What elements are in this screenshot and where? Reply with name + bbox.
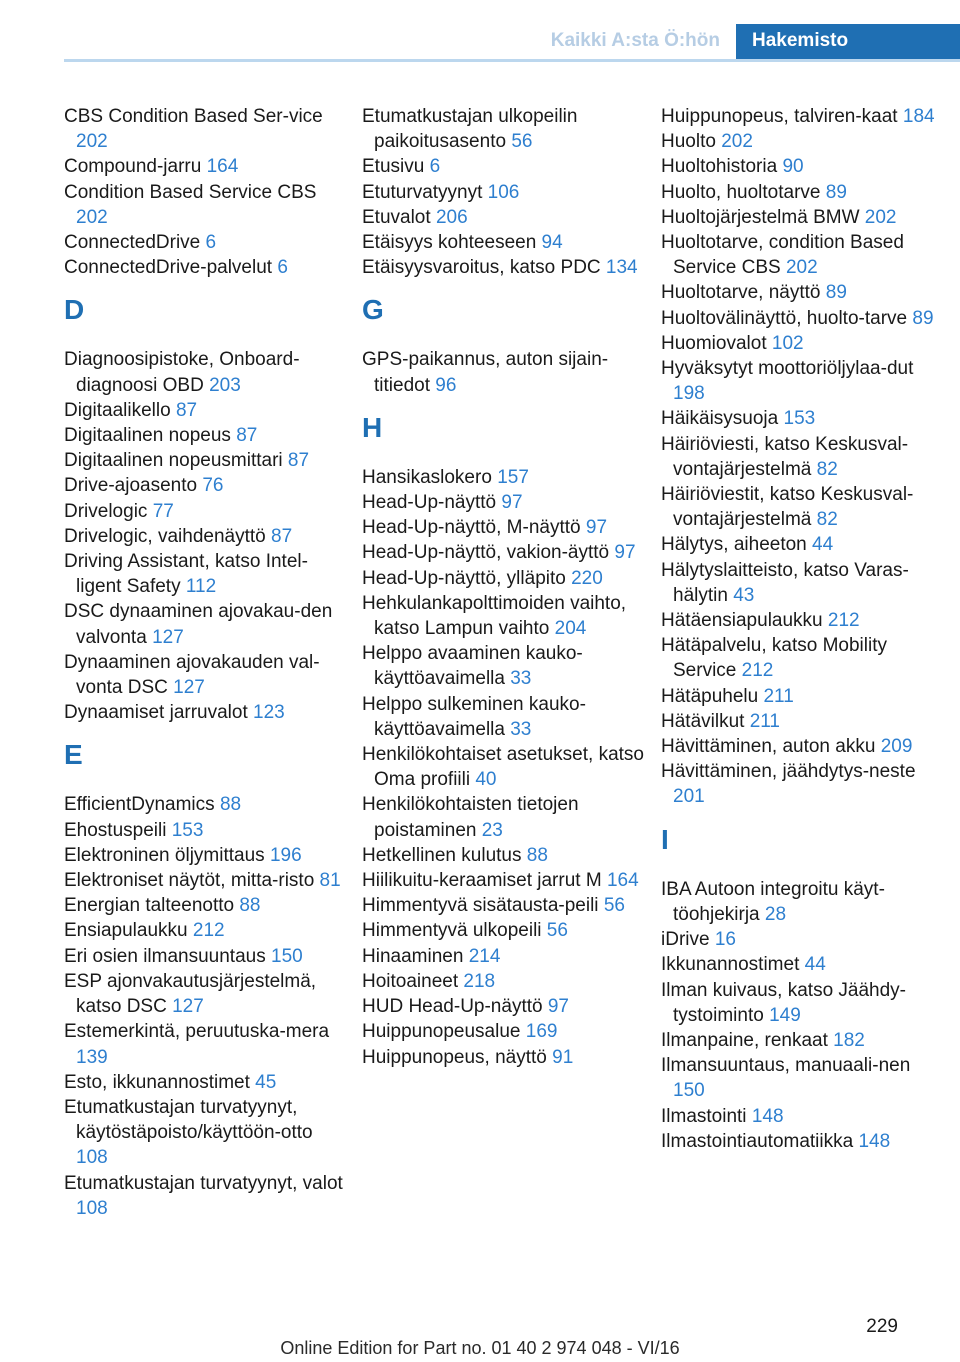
index-page-link[interactable]: 87 (175, 399, 198, 421)
index-page-link[interactable]: 153 (783, 408, 816, 430)
index-page-link[interactable]: 82 (816, 458, 838, 480)
index-entry (362, 154, 647, 179)
index-page-link[interactable]: 212 (192, 920, 225, 942)
index-page-link[interactable]: 108 (76, 1147, 108, 1169)
index-page-link[interactable]: 202 (721, 131, 753, 153)
header-section-title: Kaikki A:sta Ö:hön (550, 30, 720, 51)
index-page-link[interactable]: 134 (605, 257, 638, 279)
index-entry-term: Hälytys, aiheeton (661, 534, 807, 556)
index-entry (64, 1070, 349, 1095)
index-page-link[interactable]: 33 (510, 668, 532, 690)
index-entry-term: Himmentyvä sisätausta‐peili (362, 895, 599, 917)
index-entry (661, 684, 946, 709)
index-entry (64, 918, 349, 943)
index-entry-term: Helppo avaaminen kauko‐käyttöavaimella (362, 643, 583, 690)
index-entry-term: Esto, ikkunannostimet (64, 1071, 250, 1093)
index-page-link[interactable]: 164 (206, 156, 239, 178)
index-entry (661, 406, 946, 431)
index-entry-term: Ilmanpaine, renkaat (661, 1029, 828, 1051)
index-page-link[interactable]: 88 (219, 794, 242, 816)
index-entry-term: iDrive (661, 929, 710, 951)
index-entry-term: Etumatkustajan turvatyynyt, käytöstäpoisto/käyttöön‐otto (64, 1096, 313, 1144)
index-page-link[interactable]: 148 (751, 1105, 784, 1127)
index-entry-term: Condition Based Service CBS (64, 181, 317, 203)
index-entry (362, 944, 647, 969)
index-page-link[interactable]: 97 (547, 996, 569, 1018)
index-entry (362, 893, 647, 918)
index-entry (64, 1171, 349, 1221)
index-page-link[interactable]: 150 (271, 945, 303, 967)
index-entry-term: CBS Condition Based Ser‐vice (64, 106, 323, 127)
index-entry-term: Drive-ajoasento (64, 475, 198, 497)
index-entry-term: Diagnoosipistoke, Onboard-diagnoosi OBD (64, 349, 300, 396)
index-page-link[interactable]: 40 (475, 769, 497, 791)
index-entry (64, 944, 349, 969)
index-entry-term: Head-Up-näyttö (362, 492, 497, 514)
index-entry-term: Estemerkintä, peruutuska‐mera (64, 1021, 330, 1043)
index-entry (64, 230, 349, 255)
index-entry (661, 608, 946, 633)
index-column-2 (362, 104, 647, 1070)
index-page-link[interactable]: 76 (202, 475, 224, 497)
index-page-link[interactable]: 201 (673, 786, 705, 808)
index-entry (64, 448, 349, 473)
header-rule (64, 59, 960, 62)
index-page-link[interactable]: 16 (714, 929, 736, 951)
index-entry-term: Huoltotarve, condition Based Service CBS (661, 232, 904, 279)
index-entry-term: GPS-paikannus, auton sijain‐titiedot (362, 349, 609, 396)
index-page-link[interactable]: 127 (172, 996, 204, 1018)
index-page-link[interactable]: 127 (173, 677, 205, 699)
index-entry-term: Hetkellinen kulutus (362, 844, 522, 866)
index-entry (362, 742, 647, 792)
index-entry-term: Etäisyys kohteeseen (362, 232, 537, 254)
index-entry-term: ESP ajonvakautusjärjestelmä, katso DSC (64, 970, 317, 1018)
index-entry-term: Digitaalinen nopeus (64, 425, 231, 447)
index-entry-term: Hätäpuhelu (661, 685, 759, 707)
index-entry (362, 465, 647, 490)
index-entry-term: ConnectedDrive (64, 232, 201, 254)
index-entry (362, 692, 647, 742)
index-entry-term: ConnectedDrive-palvelut (64, 257, 273, 279)
index-page-link[interactable]: 108 (76, 1197, 108, 1219)
index-entry (362, 566, 647, 591)
index-entry (64, 347, 349, 397)
index-page-link[interactable]: 157 (497, 466, 529, 488)
index-entry-term: Häiriöviestit, katso Keskusval‐vontajärjestelmä (661, 484, 914, 531)
index-page-link[interactable]: 196 (269, 844, 302, 866)
index-page-link[interactable]: 87 (236, 425, 258, 447)
index-page-link[interactable]: 56 (603, 895, 625, 917)
footer-edition: Online Edition for Part no. 01 40 2 974 048 - VI/16 (280, 1338, 680, 1358)
index-entry-term: Hoitoaineet (362, 970, 459, 992)
index-entry-term: Hinaaminen (362, 945, 464, 967)
index-entry-term: Huolto, huoltotarve (661, 181, 821, 203)
index-entry (362, 180, 647, 205)
index-entry (64, 104, 349, 154)
index-entry (362, 1019, 647, 1044)
index-page-link[interactable]: 82 (816, 509, 838, 531)
index-entry-term: Henkilökohtaisten tietojen poistaminen (362, 794, 579, 841)
index-column-3 (661, 104, 946, 1154)
index-entry-term: Häikäisysuoja (661, 408, 779, 430)
index-page-link[interactable]: 139 (76, 1046, 108, 1068)
index-entry (661, 1028, 946, 1053)
index-letter-heading: I (661, 823, 669, 855)
index-entry (661, 356, 946, 406)
index-entry (661, 1053, 946, 1103)
index-entry (362, 868, 647, 893)
index-entry-term: Hiilikuitu-keraamiset jarrut M (362, 870, 602, 892)
index-entry (362, 792, 647, 842)
index-entry (362, 515, 647, 540)
index-page-link[interactable]: 102 (771, 332, 804, 354)
index-entry (661, 230, 946, 280)
index-entry (362, 994, 647, 1019)
index-entry-term: Hätäensiapulaukku (661, 610, 823, 632)
index-page-link[interactable]: 153 (171, 819, 204, 841)
index-entry (661, 104, 946, 129)
index-page-link[interactable]: 211 (749, 710, 780, 732)
index-page-link[interactable]: 127 (152, 626, 184, 648)
index-entry-term: Hansikaslokero (362, 466, 492, 488)
index-page-link[interactable]: 89 (912, 307, 934, 329)
index-entry-term: Etumatkustajan ulkopeilin paikoitusasento (362, 106, 578, 153)
index-entry-term: Hävittäminen, jäähdytys‐neste (661, 761, 916, 783)
index-entry-term: IBA Autoon integroitu käyt‐töohjekirja (661, 878, 885, 925)
index-entry (661, 952, 946, 977)
index-page-link[interactable]: 106 (487, 181, 520, 203)
index-page-link[interactable]: 89 (825, 181, 847, 203)
index-entry-term: Compound-jarru (64, 156, 202, 178)
index-page-link[interactable]: 218 (463, 970, 496, 992)
index-page-link[interactable]: 56 (546, 920, 568, 942)
index-entry-term: Drivelogic, vaihdenäyttö (64, 525, 266, 547)
index-entry-term: Energian talteenotto (64, 895, 235, 917)
index-entry (661, 558, 946, 608)
index-page-link[interactable]: 202 (76, 206, 108, 228)
index-entry (64, 524, 349, 549)
index-entry (661, 532, 946, 557)
index-entry-term: Etuturvatyynyt (362, 181, 483, 203)
index-page-link[interactable]: 202 (76, 131, 108, 153)
index-entry-term: Hälytyslaitteisto, katso Varas‐hälytin (661, 559, 909, 606)
index-page-link[interactable]: 220 (571, 567, 603, 589)
index-entry-term: Drivelogic (64, 500, 148, 522)
index-page-link[interactable]: 112 (185, 576, 217, 598)
index-page-link[interactable]: 6 (429, 156, 441, 178)
index-entry-term: Digitaalikello (64, 399, 171, 421)
index-page-link[interactable]: 212 (827, 610, 860, 632)
index-entry (661, 482, 946, 532)
index-page-link[interactable]: 96 (435, 374, 457, 396)
index-entry (64, 549, 349, 599)
index-page-link[interactable]: 202 (785, 257, 818, 279)
index-entry-term: Huoltohistoria (661, 156, 778, 178)
index-entry-term: Henkilökohtaiset asetukset, katso Oma profiili (362, 744, 644, 791)
index-entry (661, 280, 946, 305)
index-entry (362, 230, 647, 255)
index-page-link[interactable]: 148 (858, 1130, 891, 1152)
index-entry-term: HUD Head-Up-näyttö (362, 996, 543, 1018)
index-letter-heading: H (362, 411, 383, 443)
index-page-link[interactable]: 97 (614, 542, 636, 564)
index-page-link[interactable]: 87 (287, 450, 310, 472)
index-entry (362, 591, 647, 641)
index-entry (64, 893, 349, 918)
index-page-link[interactable]: 149 (769, 1004, 801, 1026)
index-page-link[interactable]: 6 (277, 257, 288, 279)
index-page-link[interactable]: 77 (152, 500, 174, 522)
index-page-link[interactable]: 214 (468, 945, 501, 967)
index-page-link[interactable]: 206 (435, 206, 468, 228)
index-entry-term: Ehostuspeili (64, 819, 167, 841)
index-entry (362, 347, 647, 397)
index-entry (64, 792, 349, 817)
index-entry (64, 818, 349, 843)
index-entry-term: Hävittäminen, auton akku (661, 736, 876, 758)
index-page-link[interactable]: 88 (526, 844, 548, 866)
index-page-link[interactable]: 198 (673, 383, 705, 405)
index-page-link[interactable]: 184 (902, 106, 935, 127)
index-page-link[interactable]: 169 (525, 1021, 558, 1043)
index-entry-term: Eri osien ilmansuuntaus (64, 945, 266, 967)
index-entry-term: Häiriöviesti, katso Keskusval‐vontajärjestelmä (661, 433, 909, 480)
index-page-link[interactable]: 211 (763, 685, 794, 707)
index-entry-term: Dynaaminen ajovakauden val‐vonta DSC (64, 651, 320, 699)
index-entry (661, 1104, 946, 1129)
index-entry (362, 104, 647, 154)
index-page-link[interactable]: 91 (552, 1046, 574, 1068)
index-entry (362, 1045, 647, 1070)
index-entry (661, 633, 946, 683)
index-page-link[interactable]: 33 (510, 718, 532, 740)
index-entry-term: Elektroninen öljymittaus (64, 844, 265, 866)
index-entry-term: EfficientDynamics (64, 794, 215, 816)
index-entry (362, 205, 647, 230)
page-number: 229 (866, 1316, 898, 1337)
index-entry-term: Huoltojärjestelmä BMW (661, 206, 860, 228)
index-letter-heading: G (362, 294, 384, 326)
index-entry (661, 877, 946, 927)
index-page-link[interactable]: 23 (481, 819, 503, 841)
index-page-link[interactable]: 164 (606, 870, 639, 892)
index-entry (661, 306, 946, 331)
index-page-link[interactable]: 87 (271, 525, 293, 547)
index-entry-term: DSC dynaaminen ajovakau‐den valvonta (64, 601, 333, 648)
index-entry-term: Digitaalinen nopeusmittari (64, 450, 283, 472)
index-entry (661, 331, 946, 356)
index-page-link[interactable]: 94 (541, 232, 563, 254)
index-page-link[interactable]: 45 (255, 1071, 277, 1093)
index-entry-term: Hyväksytyt moottoriöljylaa‐dut (661, 358, 914, 380)
index-entry-term: Ilman kuivaus, katso Jäähdy‐tystoiminto (661, 979, 907, 1026)
index-entry-term: Ensiapulaukku (64, 920, 188, 942)
index-entry (362, 969, 647, 994)
index-page-link[interactable]: 212 (741, 660, 774, 682)
index-entry-term: Head-Up-näyttö, ylläpito (362, 567, 566, 589)
index-entry-term: Head-Up-näyttö, vakion‐äyttö (362, 542, 610, 564)
index-entry (362, 918, 647, 943)
index-page-link[interactable]: 182 (833, 1029, 865, 1051)
index-entry (64, 650, 349, 700)
index-entry-term: Hätäpalvelu, katso Mobility Service (661, 635, 887, 682)
index-page-link[interactable]: 88 (239, 895, 261, 917)
index-entry-term: Ilmastointiautomatiikka (661, 1130, 854, 1152)
index-entry (661, 927, 946, 952)
header-tab: Hakemisto (736, 24, 960, 62)
index-entry-term: Huippunopeus, talviren‐kaat (661, 106, 898, 127)
index-entry (661, 709, 946, 734)
index-entry-term: Huippunopeusalue (362, 1021, 521, 1043)
index-entry (64, 700, 349, 725)
index-entry (64, 599, 349, 649)
index-entry-term: Himmentyvä ulkopeili (362, 920, 542, 942)
index-entry-term: Huolto (661, 131, 716, 153)
index-page-link[interactable]: 81 (319, 870, 341, 892)
page-header (64, 24, 960, 62)
index-page-link[interactable]: 202 (864, 206, 897, 228)
index-entry (64, 1095, 349, 1171)
index-entry-term: Hehkulankapolttimoiden vaihto, katso Lampun vaihto (362, 592, 627, 640)
index-page-link[interactable]: 89 (825, 282, 847, 304)
index-entry-term: Hätävilkut (661, 710, 745, 732)
index-column-1 (64, 104, 349, 1221)
index-entry (362, 490, 647, 515)
index-entry-term: Ilmansuuntaus, manuaali‐nen (661, 1055, 911, 1077)
index-entry (661, 978, 946, 1028)
index-page-link[interactable]: 150 (673, 1080, 705, 1102)
index-entry (362, 540, 647, 565)
index-page-link[interactable]: 44 (804, 954, 826, 976)
index-entry (64, 499, 349, 524)
index-entry (661, 734, 946, 759)
index-entry-term: Huippunopeus, näyttö (362, 1046, 547, 1068)
index-entry-term: Huomiovalot (661, 332, 767, 354)
index-page-link[interactable]: 204 (554, 618, 587, 640)
index-entry (362, 641, 647, 691)
index-entry (64, 843, 349, 868)
index-entry-term: Dynaamiset jarruvalot (64, 702, 248, 724)
index-page-link[interactable]: 56 (511, 131, 533, 153)
index-page-link[interactable]: 90 (782, 156, 804, 178)
index-entry (362, 255, 647, 280)
index-entry (64, 154, 349, 179)
index-entry-term: Elektroniset näytöt, mitta‐risto (64, 870, 315, 892)
index-page-link[interactable]: 209 (880, 736, 913, 758)
index-entry-term: Etäisyysvaroitus, katso PDC (362, 257, 601, 279)
index-page-link[interactable]: 43 (733, 584, 755, 606)
index-entry-term: Ilmastointi (661, 1105, 747, 1127)
index-entry-term: Driving Assistant, katso Intel‐ligent Safety (64, 551, 308, 598)
index-entry (64, 180, 349, 230)
index-entry-term: Helppo sulkeminen kauko‐käyttöavaimella (362, 693, 586, 740)
index-entry-term: Etumatkustajan turvatyynyt, valot (64, 1172, 343, 1194)
index-entry (661, 154, 946, 179)
index-entry (661, 759, 946, 809)
index-entry (661, 1129, 946, 1154)
index-entry (661, 205, 946, 230)
index-entry (64, 1019, 349, 1069)
index-page-link[interactable]: 123 (253, 702, 285, 724)
index-entry (64, 398, 349, 423)
index-page-link[interactable]: 44 (812, 534, 834, 556)
index-entry (64, 423, 349, 448)
index-entry-term: Huoltovälinäyttö, huolto‐tarve (661, 307, 908, 329)
index-entry (64, 969, 349, 1019)
index-entry (362, 843, 647, 868)
index-page-link[interactable]: 97 (501, 492, 523, 514)
index-page-link[interactable]: 6 (205, 232, 217, 254)
index-entry (661, 432, 946, 482)
index-letter-heading: E (64, 739, 83, 771)
index-entry-term: Huoltotarve, näyttö (661, 282, 821, 304)
index-page-link[interactable]: 203 (209, 374, 241, 396)
index-page-link[interactable]: 28 (764, 903, 787, 925)
index-letter-heading: D (64, 294, 85, 326)
index-entry-term: Etuvalot (362, 206, 431, 228)
index-page-link[interactable]: 97 (585, 517, 608, 539)
index-entry (64, 868, 349, 893)
index-entry-term: Ikkunannostimet (661, 954, 800, 976)
index-entry-term: Etusivu (362, 156, 425, 178)
index-entry (64, 473, 349, 498)
index-entry (661, 180, 946, 205)
index-entry (64, 255, 349, 280)
index-entry (661, 129, 946, 154)
index-entry-term: Head-Up-näyttö, M-näyttö (362, 517, 581, 539)
